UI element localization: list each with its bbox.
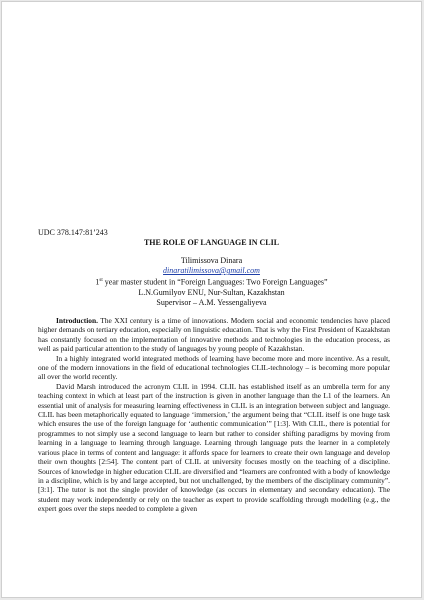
- paragraph-lead: Introduction.: [56, 316, 98, 325]
- document-page: [1, 1, 422, 598]
- paragraph-clil-history: David Marsh introduced the acronym CLIL in 1994. CLIL has established itself as an umbrella term for any teaching context in which at least part of the instruction is given in another language than the L1 of the learners. An essential unit of analysis for measuring learning effectiveness in CLIL is an integration between subject and language. CLIL has been metaphorically equated to language ‘immersion,’ the argument being that “CLIL itself is one huge task which ensures the use of the foreign language for ‘authentic communication’” [1:3]. With CLIL, there is potential for programmes to not simply use a second language to learn but rather to consider shifting paradigms by moving from learning in a language to learning through language. Learning through language puts the learner in a completely various place in terms of content and language: it affords space for learners to create their own language and develop their own thoughts [2:54]. The content part of CLIL at university focuses mostly on the teaching of a discipline. Sources of knowledge in higher education CLIL are diversified and “learners are confronted with a body of knowledge in a discipline, which is by and large accepted, but not unchallenged, by the members of the disciplinary community”. [3:1]. The tutor is not the single provider of knowledge (as occurs in elementary and secondary education). The student may work independently or rely on the teacher as expert to provide scaffolding through modelling (e.g., the expert goes over the steps needed to complete a given: [38, 381, 390, 514]
- author-supervisor: Supervisor – A.M. Yessengaliyeva: [156, 297, 267, 307]
- author-name: Tilimissova Dinara: [180, 256, 243, 265]
- paper-title: THE ROLE OF LANGUAGE IN CLIL: [143, 238, 280, 247]
- author-university: L.N.Gumilyov ENU, Nur-Sultan, Kazakhstan: [138, 287, 285, 297]
- body-text: [38, 316, 390, 514]
- author-block: [2, 256, 421, 308]
- paragraph-introduction: Introduction. The XXI century is a time of innovations. Modern social and economic tendencies have placed higher demands on tertiary education, especially on linguistic education. That is why the First President of Kazakhstan has constantly focused on the implementation of innovative methods and technologies in the education process, as well as paid particular attention to the study of languages by young people of Kazakhstan.: [38, 316, 390, 354]
- udc-code: UDC 378.147:81’243: [38, 228, 108, 237]
- paragraph-integrated-learning: In a highly integrated world integrated methods of learning have become more and more incentive. As a result, one of the modern innovations in the field of educational technologies CLIL-technology – is becoming more popular all over the world recently.: [38, 353, 390, 382]
- author-email-link[interactable]: dinaratilimissova@gmail.com: [163, 266, 260, 275]
- author-affiliation: 1st year master student in “Foreign Languages: Two Foreign Languages”: [95, 277, 328, 287]
